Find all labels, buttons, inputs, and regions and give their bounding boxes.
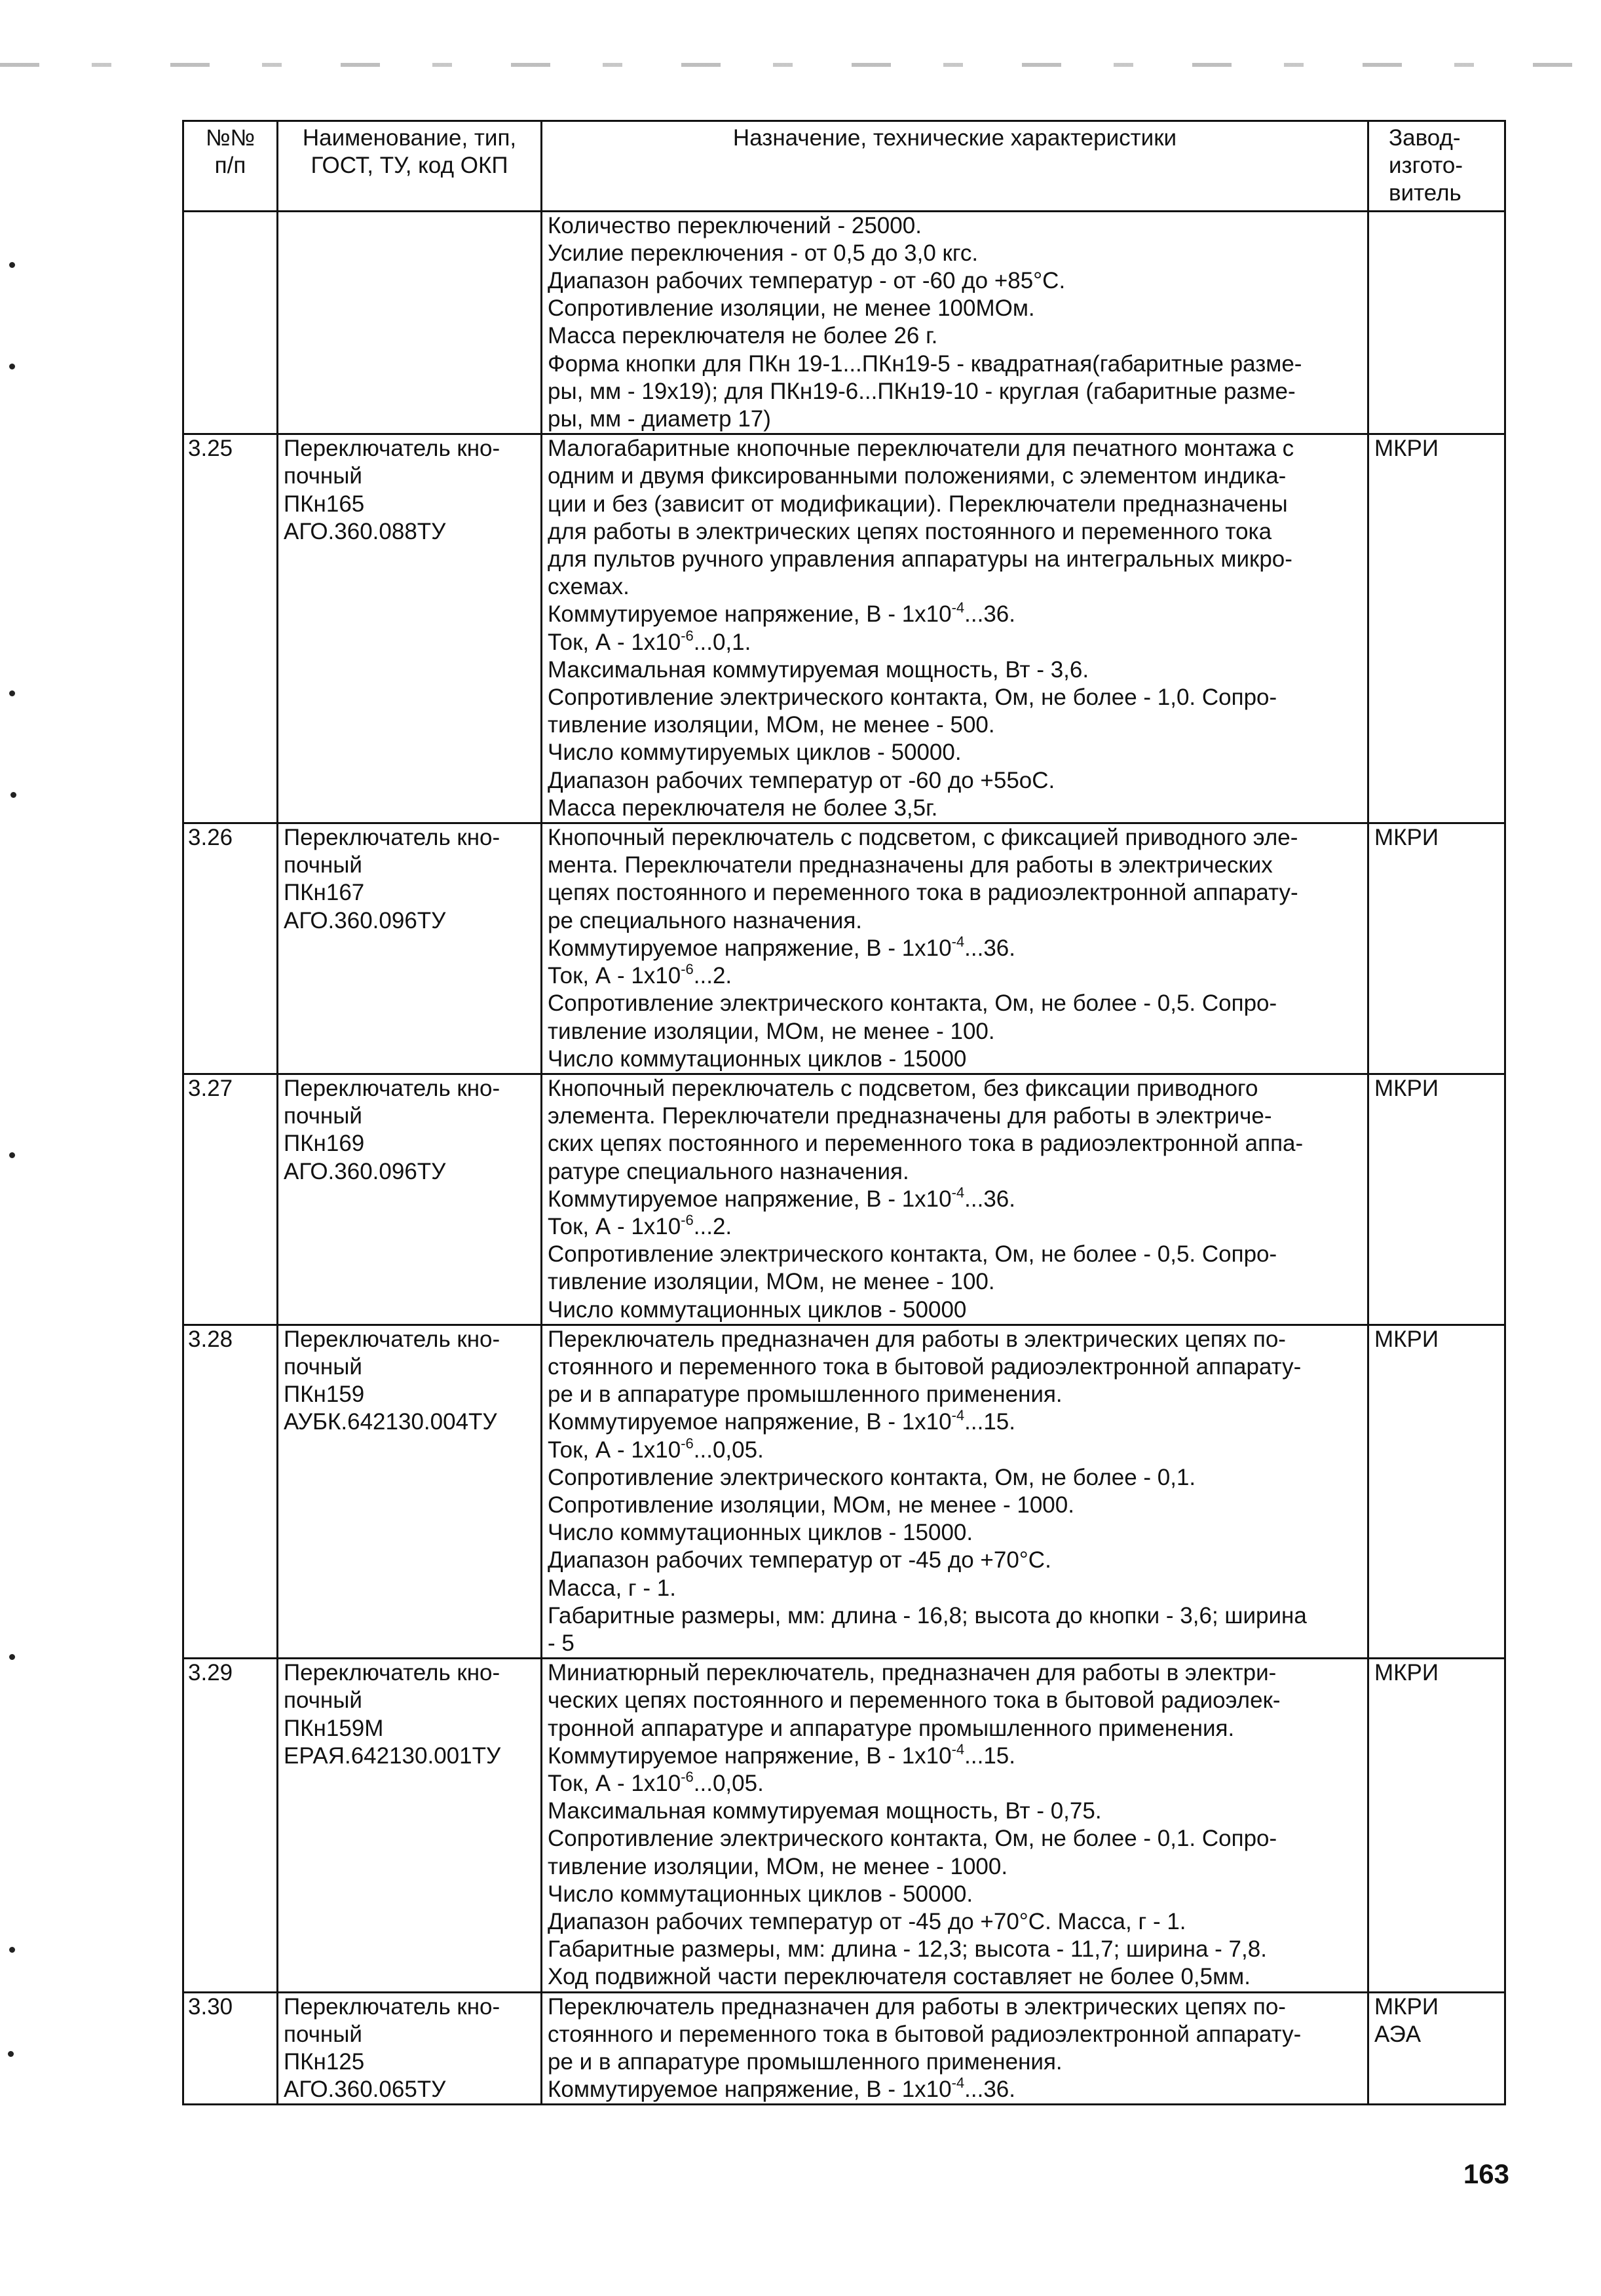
description-line: Ток, А - $1x10^{-6}...2$. bbox=[548, 961, 732, 989]
cell-description bbox=[542, 211, 1368, 434]
description-line: цепях постоянного и переменного тока в радиоэлектронной аппарату- bbox=[548, 880, 1298, 906]
cell-name bbox=[278, 1074, 542, 1325]
cell-name bbox=[278, 434, 542, 823]
name-line: Переключатель кно- bbox=[284, 825, 500, 851]
cell-name bbox=[278, 1659, 542, 1992]
cell-description bbox=[542, 1992, 1368, 2105]
description-line: Коммутируемое напряжение, В - $1x10^{-4}...36$. bbox=[548, 933, 1015, 961]
spec-table bbox=[182, 120, 1506, 2105]
cell-num: 3.30 bbox=[183, 1992, 278, 2105]
table-body bbox=[183, 211, 1505, 2105]
description-line: тивление изоляции, МОм, не менее - 1000. bbox=[548, 1853, 1008, 1879]
name-line: ПКн159М bbox=[284, 1715, 384, 1741]
description-line: - 5 bbox=[548, 1630, 574, 1656]
name-line: Переключатель кно- bbox=[284, 1993, 500, 2020]
name-line: почный bbox=[284, 463, 362, 489]
table-row bbox=[183, 1325, 1505, 1658]
description-line: стоянного и переменного тока в бытовой радиоэлектронной аппарату- bbox=[548, 1353, 1302, 1380]
description-line: для работы в электрических цепях постоянного и переменного тока bbox=[548, 518, 1272, 544]
name-line: почный bbox=[284, 852, 362, 878]
cell-maker bbox=[1368, 434, 1505, 823]
description-line: Сопротивление электрического контакта, Ом, не более - 0,1. bbox=[548, 1464, 1196, 1490]
cell-num: 3.28 bbox=[183, 1325, 278, 1658]
name-line: почный bbox=[284, 1687, 362, 1714]
description-line: Ток, А - $1x10^{-6}...2$. bbox=[548, 1211, 732, 1239]
description-line: одним и двумя фиксированными положениями, с элементом индика- bbox=[548, 463, 1287, 489]
description-line: стоянного и переменного тока в бытовой радиоэлектронной аппарату- bbox=[548, 2021, 1302, 2047]
cell-description bbox=[542, 1325, 1368, 1658]
description-line: Число коммутационных циклов - 15000. bbox=[548, 1520, 973, 1546]
cell-description bbox=[542, 434, 1368, 823]
description-line: Коммутируемое напряжение, В - $1x10^{-4}...36$. bbox=[548, 2075, 1015, 2103]
description-line: Сопротивление электрического контакта, Ом, не более - 1,0. Сопро- bbox=[548, 685, 1277, 711]
table-row bbox=[183, 211, 1505, 434]
name-line: ПКн159 bbox=[284, 1382, 365, 1408]
description-line: ских цепях постоянного и переменного тока в радиоэлектронной аппа- bbox=[548, 1131, 1304, 1157]
description-line: Ток, А - $1x10^{-6}...0,1$. bbox=[548, 627, 751, 655]
maker-line: МКРИ bbox=[1374, 1075, 1439, 1101]
name-line: почный bbox=[284, 1103, 362, 1129]
name-line: АГО.360.065ТУ bbox=[284, 2077, 446, 2103]
cell-description bbox=[542, 823, 1368, 1074]
description-line: Диапазон рабочих температур от -45 до +70°С. bbox=[548, 1547, 1051, 1573]
description-line: Габаритные размеры, мм: длина - 16,8; высота до кнопки - 3,6; ширина bbox=[548, 1602, 1307, 1628]
cell-num: 3.25 bbox=[183, 434, 278, 823]
name-line: ПКн169 bbox=[284, 1131, 365, 1157]
description-line: элемента. Переключатели предназначены для работы в электриче- bbox=[548, 1103, 1272, 1129]
scan-edge-artifact bbox=[0, 63, 1601, 67]
header-purpose: Назначение, технические характеристики bbox=[542, 121, 1368, 212]
description-line: Ход подвижной части переключателя составляет не более 0,5мм. bbox=[548, 1964, 1251, 1990]
cell-description bbox=[542, 1074, 1368, 1325]
description-line: Сопротивление электрического контакта, Ом, не более - 0,5. Сопро- bbox=[548, 990, 1277, 1017]
header-name: Наименование, тип, ГОСТ, ТУ, код ОКП bbox=[278, 121, 542, 212]
name-line: почный bbox=[284, 1353, 362, 1380]
description-line: Малогабаритные кнопочные переключатели для печатного монтажа с bbox=[548, 436, 1294, 462]
description-line: Коммутируемое напряжение, В - $1x10^{-4}...36$. bbox=[548, 599, 1015, 628]
name-line: Переключатель кно- bbox=[284, 436, 500, 462]
description-line: Число коммутируемых циклов - 50000. bbox=[548, 740, 962, 766]
table-row bbox=[183, 1992, 1505, 2105]
name-line: Переключатель кно- bbox=[284, 1075, 500, 1101]
description-line: Кнопочный переключатель с подсветом, с фиксацией приводного эле- bbox=[548, 825, 1298, 851]
table-row bbox=[183, 1659, 1505, 1992]
description-line: для пультов ручного управления аппаратуры на интегральных микро- bbox=[548, 546, 1292, 573]
description-line: Коммутируемое напряжение, В - $1x10^{-4}...15$. bbox=[548, 1741, 1015, 1769]
description-line: ратуре специального назначения. bbox=[548, 1158, 909, 1184]
description-line: Сопротивление электрического контакта, Ом, не более - 0,1. Сопро- bbox=[548, 1826, 1277, 1852]
table-row bbox=[183, 434, 1505, 823]
cell-maker bbox=[1368, 1074, 1505, 1325]
description-line: Форма кнопки для ПКн 19-1...ПКн19-5 - квадратная(габаритные разме- bbox=[548, 350, 1302, 377]
cell-num: 3.27 bbox=[183, 1074, 278, 1325]
description-line: Масса, г - 1. bbox=[548, 1575, 676, 1601]
description-line: Ток, А - $1x10^{-6}...0,05$. bbox=[548, 1768, 764, 1796]
header-maker: Завод- изгото- витель bbox=[1368, 121, 1505, 212]
maker-line: МКРИ bbox=[1374, 825, 1439, 851]
cell-maker bbox=[1368, 211, 1505, 434]
description-line: Габаритные размеры, мм: длина - 12,3; высота - 11,7; ширина - 7,8. bbox=[548, 1936, 1267, 1963]
description-line: Диапазон рабочих температур - от -60 до +85°С. bbox=[548, 268, 1066, 294]
description-line: Кнопочный переключатель с подсветом, без фиксации приводного bbox=[548, 1075, 1258, 1101]
cell-maker bbox=[1368, 823, 1505, 1074]
description-line: ческих цепях постоянного и переменного тока в бытовой радиоэлек- bbox=[548, 1687, 1281, 1714]
description-line: Усилие переключения - от 0,5 до 3,0 кгс. bbox=[548, 240, 979, 266]
name-line: ПКн167 bbox=[284, 880, 365, 906]
description-line: тивление изоляции, МОм, не менее - 100. bbox=[548, 1269, 995, 1295]
description-line: Переключатель предназначен для работы в электрических цепях по- bbox=[548, 1326, 1286, 1352]
page-number: 163 bbox=[1463, 2158, 1509, 2189]
description-line: Число коммутационных циклов - 15000 bbox=[548, 1045, 967, 1072]
description-line: тивление изоляции, МОм, не менее - 100. bbox=[548, 1018, 995, 1044]
description-line: ре специального назначения. bbox=[548, 907, 863, 933]
name-line: ПКн125 bbox=[284, 2049, 365, 2075]
description-line: Сопротивление изоляции, МОм, не менее - 1000. bbox=[548, 1492, 1074, 1518]
description-line: Ток, А - $1x10^{-6}...0,05$. bbox=[548, 1435, 764, 1463]
description-line: Количество переключений - 25000. bbox=[548, 212, 922, 238]
cell-name bbox=[278, 823, 542, 1074]
description-line: Переключатель предназначен для работы в электрических цепях по- bbox=[548, 1993, 1286, 2020]
table-row bbox=[183, 1074, 1505, 1325]
maker-line: МКРИ bbox=[1374, 1660, 1439, 1686]
cell-maker bbox=[1368, 1992, 1505, 2105]
description-line: Масса переключателя не более 3,5г. bbox=[548, 795, 938, 821]
cell-maker bbox=[1368, 1325, 1505, 1658]
maker-line: МКРИ bbox=[1374, 1326, 1439, 1352]
description-line: ры, мм - 19х19); для ПКн19-6...ПКн19-10 - круглая (габаритные разме- bbox=[548, 378, 1296, 404]
table-header-row bbox=[183, 121, 1505, 212]
name-line: Переключатель кно- bbox=[284, 1660, 500, 1686]
description-line: Число коммутационных циклов - 50000. bbox=[548, 1881, 973, 1907]
description-line: Коммутируемое напряжение, В - $1x10^{-4}...36$. bbox=[548, 1184, 1015, 1212]
name-line: АГО.360.096ТУ bbox=[284, 1158, 446, 1184]
description-line: ре и в аппаратуре промышленного применения. bbox=[548, 1382, 1063, 1408]
description-line: Миниатюрный переключатель, предназначен для работы в электри- bbox=[548, 1660, 1277, 1686]
header-num: №№ п/п bbox=[183, 121, 278, 212]
description-line: тивление изоляции, МОм, не менее - 500. bbox=[548, 712, 995, 738]
cell-description bbox=[542, 1659, 1368, 1992]
cell-maker bbox=[1368, 1659, 1505, 1992]
name-line: АГО.360.096ТУ bbox=[284, 907, 446, 933]
description-line: Масса переключателя не более 26 г. bbox=[548, 323, 938, 349]
name-line: АГО.360.088ТУ bbox=[284, 518, 446, 544]
cell-name bbox=[278, 211, 542, 434]
maker-line: МКРИ bbox=[1374, 1993, 1439, 2020]
name-line: почный bbox=[284, 2021, 362, 2047]
maker-line: МКРИ bbox=[1374, 436, 1439, 462]
cell-num: 3.26 bbox=[183, 823, 278, 1074]
table-row bbox=[183, 823, 1505, 1074]
description-line: Диапазон рабочих температур от -45 до +70°С. Масса, г - 1. bbox=[548, 1909, 1186, 1934]
description-line: Максимальная коммутируемая мощность, Вт - 3,6. bbox=[548, 656, 1089, 683]
description-line: схемах. bbox=[548, 574, 630, 600]
cell-name bbox=[278, 1325, 542, 1658]
name-line: ПКн165 bbox=[284, 491, 365, 517]
description-line: Сопротивление изоляции, не менее 100МОм. bbox=[548, 295, 1035, 322]
description-line: тронной аппаратуре и аппаратуре промышленного применения. bbox=[548, 1715, 1235, 1741]
cell-num: 3.29 bbox=[183, 1659, 278, 1992]
maker-line: АЭА bbox=[1374, 2021, 1422, 2047]
name-line: Переключатель кно- bbox=[284, 1326, 500, 1352]
cell-name bbox=[278, 1992, 542, 2105]
description-line: ре и в аппаратуре промышленного применения. bbox=[548, 2049, 1063, 2075]
description-line: Коммутируемое напряжение, В - $1x10^{-4}...15$. bbox=[548, 1407, 1015, 1435]
description-line: Диапазон рабочих температур от -60 до +55оС. bbox=[548, 767, 1055, 793]
description-line: ции и без (зависит от модификации). Переключатели предназначены bbox=[548, 491, 1288, 517]
description-line: мента. Переключатели предназначены для работы в электрических bbox=[548, 852, 1273, 878]
name-line: ЕРАЯ.642130.001ТУ bbox=[284, 1742, 501, 1769]
description-line: Сопротивление электрического контакта, Ом, не более - 0,5. Сопро- bbox=[548, 1241, 1277, 1268]
name-line: АУБК.642130.004ТУ bbox=[284, 1409, 497, 1435]
description-line: Число коммутационных циклов - 50000 bbox=[548, 1296, 967, 1323]
cell-num bbox=[183, 211, 278, 434]
description-line: Максимальная коммутируемая мощность, Вт - 0,75. bbox=[548, 1798, 1102, 1824]
description-line: ры, мм - диаметр 17) bbox=[548, 406, 771, 432]
